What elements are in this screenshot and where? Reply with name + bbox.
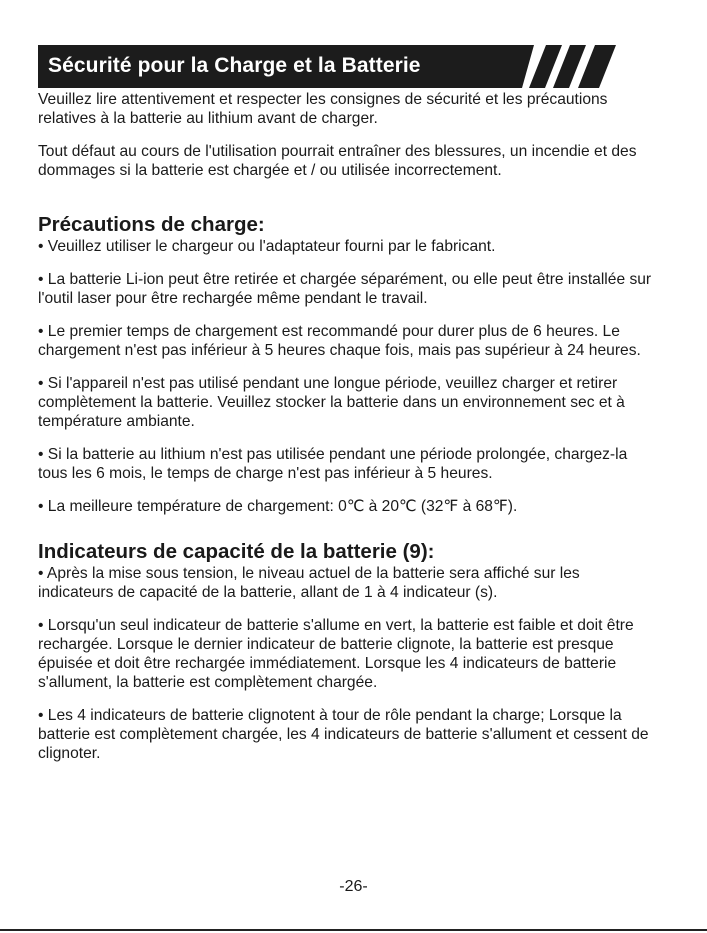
page-content — [38, 90, 658, 763]
section-banner — [38, 45, 618, 88]
list-item: • La batterie Li-ion peut être retirée et chargée séparément, ou elle peut être installée sur l'outil laser pour être rechargée même pendant le travail. — [38, 271, 652, 307]
page-number: -26- — [339, 878, 368, 895]
list-item: • Lorsqu'un seul indicateur de batterie s'allume en vert, la batterie est faible et doit être rechargée. Lorsque le dernier indicateur de batterie clignote, la batterie est presque épuisée et doit être rechargée immédiatement. Lorsque les 4 indicateurs de batterie s'allument, la batterie est complètement chargée. — [38, 617, 634, 691]
list-item: • Après la mise sous tension, le niveau actuel de la batterie sera affiché sur les indicateurs de capacité de la batterie, allant de 1 à 4 indicateur (s). — [38, 565, 580, 601]
list-item: • Le premier temps de chargement est recommandé pour durer plus de 6 heures. Le chargement n'est pas inférieur à 5 heures chaque fois, mais pas supérieur à 24 heures. — [38, 323, 641, 359]
list-item: • Les 4 indicateurs de batterie clignotent à tour de rôle pendant la charge; Lorsque la batterie est complètement chargée, les 4 indicateurs de batterie s'allument et cessent de clignoter. — [38, 707, 649, 762]
indicators-heading: Indicateurs de capacité de la batterie (9): — [38, 540, 435, 563]
bottom-divider — [0, 929, 707, 931]
list-item: • Si l'appareil n'est pas utilisé pendant une longue période, veuillez charger et retirer complètement la batterie. Veuillez stocker la batterie dans un environnement sec et à température ambiante. — [38, 375, 625, 430]
intro-paragraph: Tout défaut au cours de l'utilisation pourrait entraîner des blessures, un incendie et des dommages si la batterie est chargée et / ou utilisée incorrectement. — [38, 143, 637, 179]
list-item: • La meilleure température de chargement: 0℃ à 20℃ (32℉ à 68℉). — [38, 498, 518, 515]
list-item: • Veuillez utiliser le chargeur ou l'adaptateur fourni par le fabricant. — [38, 238, 496, 255]
list-item: • Si la batterie au lithium n'est pas utilisée pendant une période prolongée, chargez-la tous les 6 mois, le temps de charge n'est pas inférieur à 5 heures. — [38, 446, 628, 482]
intro-paragraph: Veuillez lire attentivement et respecter les consignes de sécurité et les précautions relatives à la batterie au lithium avant de charger. — [38, 91, 608, 127]
page-title: Sécurité pour la Charge et la Batterie — [48, 54, 421, 77]
charging-heading: Précautions de charge: — [38, 213, 265, 236]
